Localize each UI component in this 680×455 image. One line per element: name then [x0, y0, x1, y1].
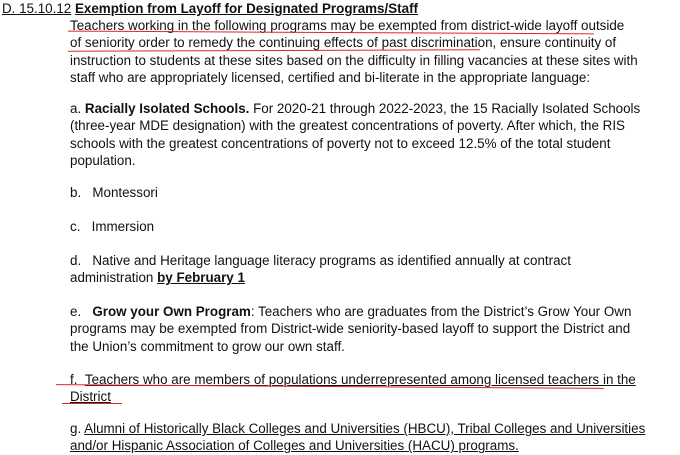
item-a-line-3: schools with the greatest concentrations of poverty not to exceed 12.5% of the total student [70, 135, 611, 151]
item-c-marker: c. [70, 219, 81, 234]
item-g [70, 420, 645, 455]
item-f-line-1-text: Teachers who are members of populations underrepresented among licensed teachers in the [84, 372, 636, 387]
item-g-line-1-text: Alumni of Historically Black Colleges and Universities (HBCU), Tribal Colleges and Universities [84, 421, 646, 436]
item-e-line-1-rest: : Teachers who are graduates from the District’s Grow Your Own [250, 304, 632, 319]
item-d-line-2 [70, 269, 571, 286]
section-prefix: D. 15.10.12 [2, 1, 72, 16]
item-f-marker: f. [70, 372, 78, 387]
intro-paragraph [70, 17, 638, 87]
item-b-marker: b. [70, 185, 82, 200]
item-f-line-2: District [70, 389, 111, 405]
item-d-line-1-text: Native and Heritage language literacy programs as identified annually at contract [92, 253, 571, 268]
item-e-line-1 [70, 303, 631, 320]
item-d-line-1 [70, 252, 571, 269]
item-e [70, 303, 631, 355]
item-a-marker: a. [70, 101, 82, 116]
section-heading [2, 0, 418, 17]
item-b-text: Montessori [92, 185, 158, 200]
item-b-line [70, 184, 158, 201]
item-d-deadline: by February 1 [157, 270, 245, 286]
item-g-line-1 [70, 420, 645, 437]
item-a-line-1-rest: For 2020-21 through 2022-2023, the 15 Racially Isolated Schools [253, 101, 641, 116]
intro-line-2-rest: ensure continuity of [496, 35, 617, 51]
item-a-line-4: population. [70, 153, 136, 169]
item-d-line-2-start: administration [70, 270, 154, 286]
item-d-marker: d. [70, 253, 82, 268]
annotation-underline-item-f-2 [62, 403, 122, 404]
item-d [70, 252, 571, 287]
item-e-line-2: programs may be exempted from District-wide seniority-based layoff to support the District and [70, 321, 631, 337]
item-e-line-3: the Union’s commitment to grow our own staff. [70, 338, 345, 354]
item-a [70, 100, 640, 170]
item-a-line-1 [70, 100, 640, 117]
intro-line-3: instruction to students at these sites based on the difficulty in filling vacancies at these sites with [70, 52, 638, 68]
item-c-text: Immersion [91, 219, 155, 234]
intro-line-1: Teachers working in the following programs may be exempted from district-wide layoff outside [70, 18, 625, 33]
intro-line-4: staff who are appropriately licensed, certified and bi-literate in the appropriate language: [70, 70, 591, 86]
item-c-line [70, 218, 154, 235]
item-a-title: Racially Isolated Schools. [84, 101, 250, 116]
item-b [70, 184, 158, 201]
item-a-line-2: (three-year MDE designation) with the greatest concentrations of poverty. After which, the RIS [70, 118, 625, 134]
item-e-marker: e. [70, 304, 82, 319]
item-g-marker: g. [70, 421, 82, 436]
item-c [70, 218, 154, 235]
item-e-title: Grow your Own Program [92, 304, 251, 319]
section-title: Exemption from Layoff for Designated Programs/Staff [74, 1, 418, 16]
intro-line-2-underlined: of seniority order to remedy the continuing effects of past discrimination, [70, 35, 497, 51]
item-g-line-2: and/or Hispanic Association of Colleges and Universities (HACU) programs. [70, 438, 519, 454]
